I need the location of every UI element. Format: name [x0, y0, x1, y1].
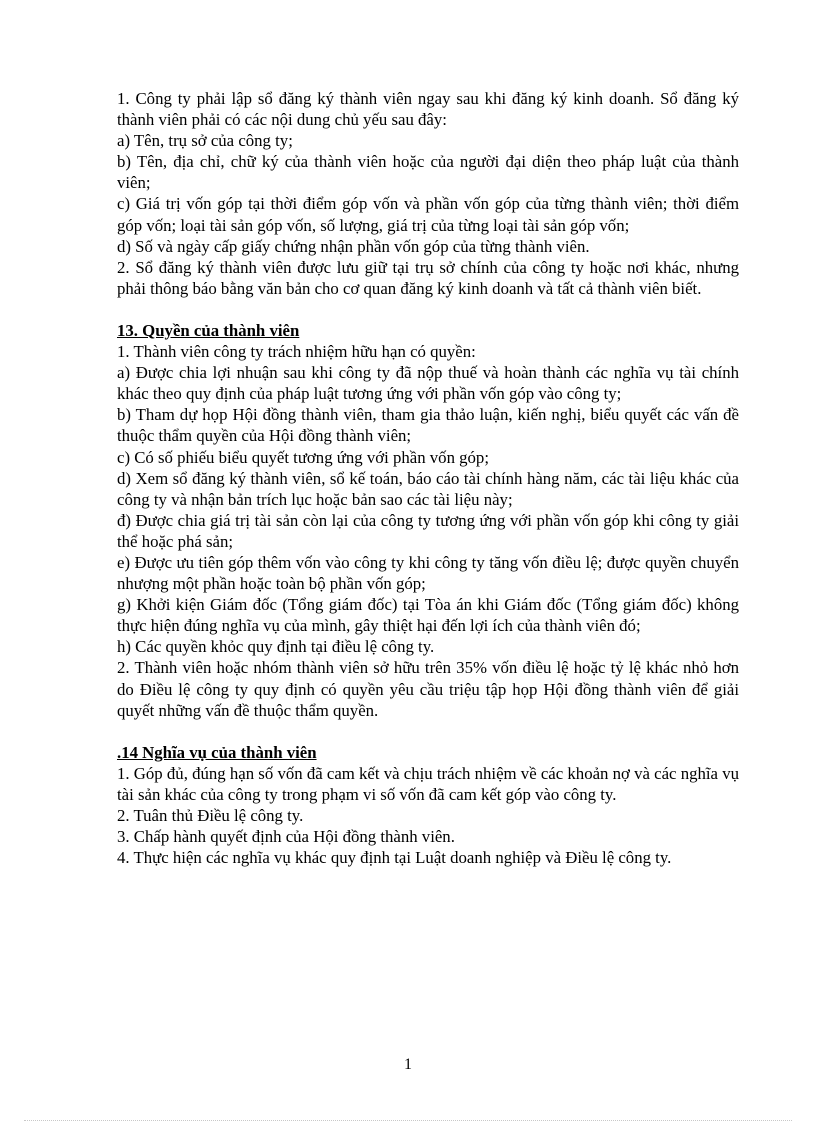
paragraph-rights-group: 2. Thành viên hoặc nhóm thành viên sở hữu trên 35% vốn điều lệ hoặc tỷ lệ khác nhỏ hơn do Điều lệ công ty quy định có quyền yêu cầu triệu tập họp Hội đồng thành viên để giải quyết những vấn đề thuộc thẩm quyền.	[117, 658, 739, 720]
list-item-g: g) Khởi kiện Giám đốc (Tổng giám đốc) tại Tòa án khi Giám đốc (Tổng giám đốc) không thực hiện đúng nghĩa vụ của mình, gây thiệt hại đến lợi ích của thành viên đó;	[117, 595, 739, 636]
spacer	[117, 299, 739, 320]
list-item-c: c) Giá trị vốn góp tại thời điểm góp vốn và phần vốn góp của từng thành viên; thời điểm góp vốn; loại tài sản góp vốn, số lượng, giá trị của từng loại tài sản góp vốn;	[117, 194, 739, 235]
paragraph-rights-intro: 1. Thành viên công ty trách nhiệm hữu hạn có quyền:	[117, 342, 476, 362]
section-heading-rights: 13. Quyền của thành viên	[117, 320, 300, 340]
spacer	[117, 721, 739, 742]
list-item-a: a) Được chia lợi nhuận sau khi công ty đã nộp thuế và hoàn thành các nghĩa vụ tài chính khác theo quy định của pháp luật tương ứng với phần vốn góp vào công ty;	[117, 363, 739, 404]
paragraph-obligation-4: 4. Thực hiện các nghĩa vụ khác quy định tại Luật doanh nghiệp và Điều lệ công ty.	[117, 848, 672, 868]
paragraph-obligation-3: 3. Chấp hành quyết định của Hội đồng thành viên.	[117, 827, 455, 847]
paragraph-register-storage: 2. Sổ đăng ký thành viên được lưu giữ tại trụ sở chính của công ty hoặc nơi khác, nhưng phải thông báo bằng văn bản cho cơ quan đăng ký kinh doanh và tất cả thành viên biết.	[117, 257, 739, 298]
list-item-h: h) Các quyền khỏc quy định tại điều lệ công ty.	[117, 637, 435, 657]
page-bottom-divider	[24, 1120, 792, 1121]
paragraph-obligation-2: 2. Tuân thủ Điều lệ công ty.	[117, 806, 304, 825]
section-heading-obligations: .14 Nghĩa vụ của thành viên	[117, 742, 317, 762]
list-item-d: d) Xem sổ đăng ký thành viên, sổ kế toán, báo cáo tài chính hàng năm, các tài liệu khác của công ty và nhận bản trích lục hoặc bản sao các tài liệu này;	[117, 468, 739, 509]
page-number: 1	[404, 1056, 412, 1073]
list-item-b: b) Tên, địa chỉ, chữ ký của thành viên hoặc của người đại diện theo pháp luật của thành viên;	[117, 152, 739, 193]
paragraph-obligation-1: 1. Góp đủ, đúng hạn số vốn đã cam kết và chịu trách nhiệm về các khoản nợ và các nghĩa vụ tài sản khác của công ty trong phạm vi số vốn đã cam kết góp vào công ty.	[117, 763, 739, 804]
list-item-c: c) Có số phiếu biểu quyết tương ứng với phần vốn góp;	[117, 447, 489, 467]
list-item-b: b) Tham dự họp Hội đồng thành viên, tham gia thảo luận, kiến nghị, biểu quyết các vấn đề thuộc thẩm quyền của Hội đồng thành viên;	[117, 405, 739, 446]
document-body	[117, 88, 739, 868]
list-item-dd: đ) Được chia giá trị tài sản còn lại của công ty tương ứng với phần vốn góp khi công ty giải thể hoặc phá sản;	[117, 510, 739, 551]
list-item-d: d) Số và ngày cấp giấy chứng nhận phần vốn góp của từng thành viên.	[117, 236, 590, 256]
paragraph-register-requirement: 1. Công ty phải lập sổ đăng ký thành viên ngay sau khi đăng ký kinh doanh. Sổ đăng ký thành viên phải có các nội dung chủ yếu sau đây:	[117, 89, 739, 130]
list-item-e: e) Được ưu tiên góp thêm vốn vào công ty khi công ty tăng vốn điều lệ; được quyền chuyển nhượng một phần hoặc toàn bộ phần vốn góp;	[117, 552, 739, 594]
list-item-a: a) Tên, trụ sở của công ty;	[117, 131, 293, 151]
